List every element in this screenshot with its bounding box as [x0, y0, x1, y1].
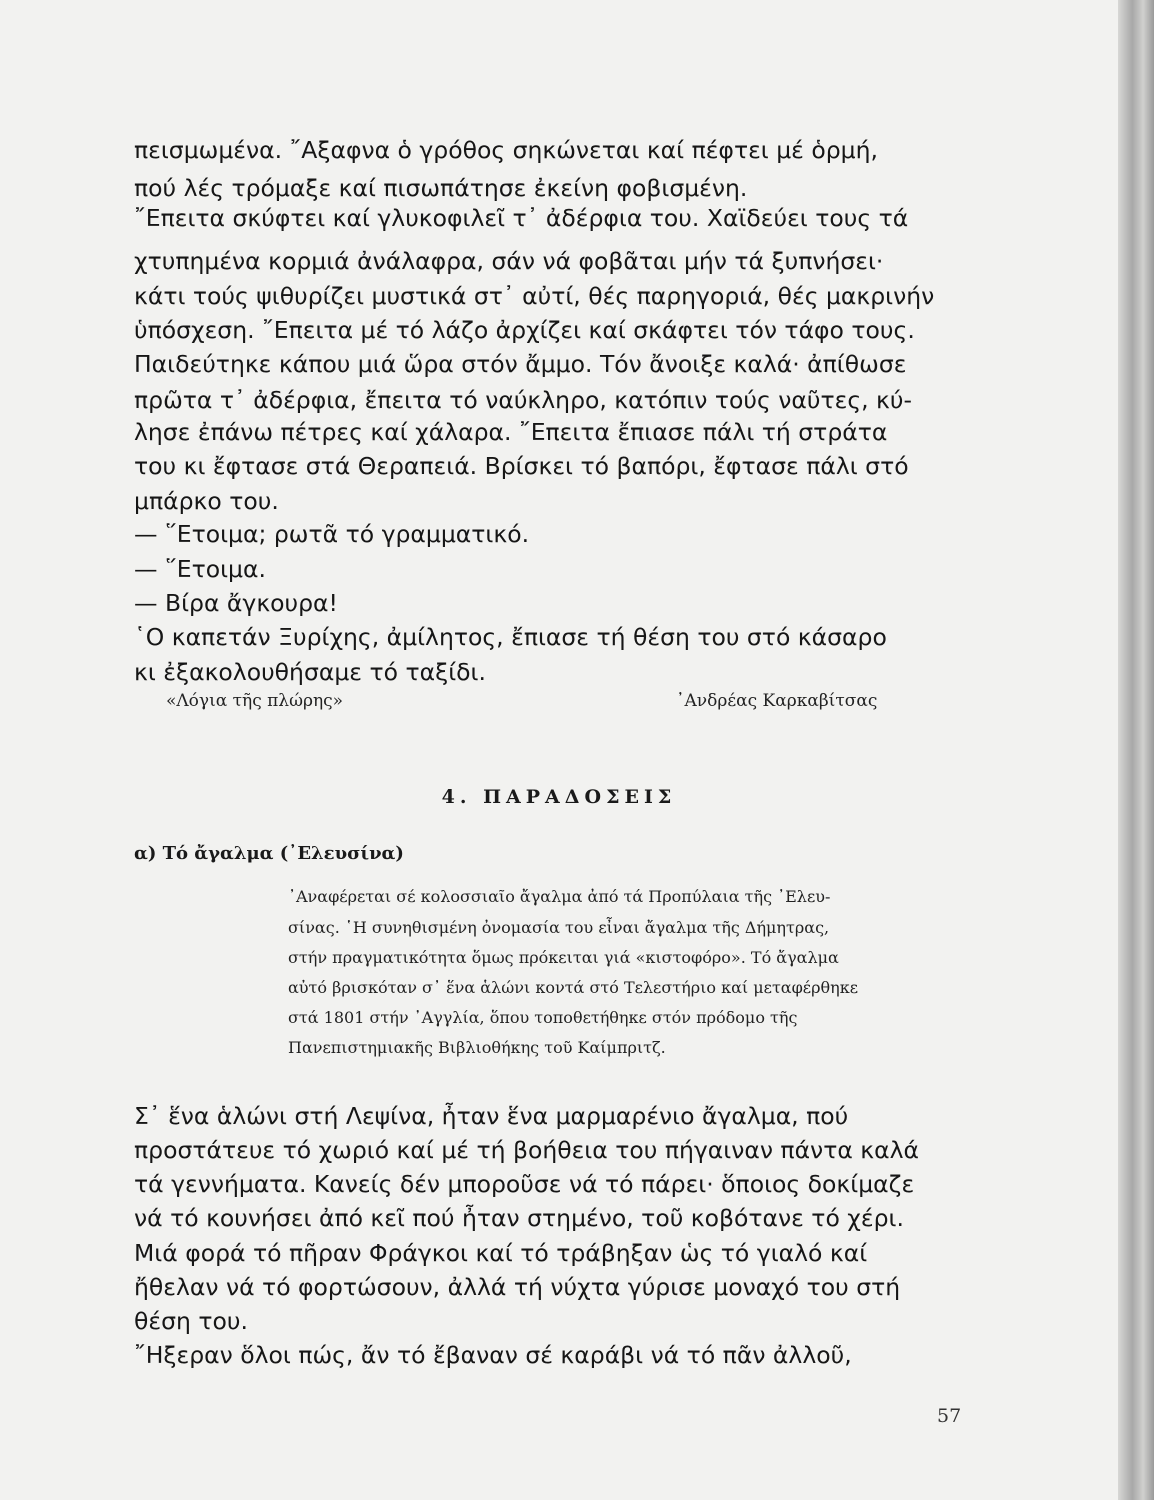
subsection-heading: α) Τό ἄγαλμα (᾽Ελευσίνα)	[134, 843, 404, 864]
note-line: σίνας. ῾Η συνηθισμένη ὀνομασία του εἶναι ἄγαλμα τῆς Δήμητρας,	[288, 918, 830, 937]
page-number: 57	[937, 1405, 962, 1427]
source-title: «Λόγια τῆς πλώρης»	[166, 691, 344, 711]
text-line: Παιδεύτηκε κάπου μιά ὥρα στόν ἄμμο. Τόν ἄνοιξε καλά· ἀπίθωσε	[134, 350, 907, 378]
note-line: στά 1801 στήν ᾽Αγγλία, ὅπου τοποθετήθηκε στόν πρόδομο τῆς	[288, 1008, 798, 1027]
text-line: τά γεννήματα. Κανείς δέν μποροῦσε νά τό πάρει· ὅποιος δοκίμαζε	[134, 1170, 915, 1198]
text-line: του κι ἔφτασε στά Θεραπειά. Βρίσκει τό βαπόρι, ἔφτασε πάλι στό	[134, 452, 909, 480]
text-line: χτυπημένα κορμιά ἀνάλαφρα, σάν νά φοβᾶται μήν τά ξυπνήσει·	[134, 247, 884, 275]
text-line: ῾Ο καπετάν Ξυρίχης, ἀμίλητος, ἔπιασε τή θέση του στό κάσαρο	[134, 623, 887, 651]
text-line: θέση του.	[134, 1307, 248, 1335]
dialogue-line: — ῞Ετοιμα; ρωτᾶ τό γραμματικό.	[134, 520, 530, 548]
text-line: πρῶτα τ᾽ ἀδέρφια, ἔπειτα τό ναύκληρο, κατόπιν τούς ναῦτες, κύ-	[134, 386, 912, 414]
text-line: λησε ἐπάνω πέτρες καί χάλαρα. ῎Επειτα ἔπιασε πάλι τή στράτα	[134, 418, 888, 446]
text-line: νά τό κουνήσει ἀπό κεῖ πού ἦταν στημένο, τοῦ κοβότανε τό χέρι.	[134, 1204, 904, 1232]
dialogue-line: — ῞Ετοιμα.	[134, 555, 266, 583]
text-line: μπάρκο του.	[134, 487, 279, 515]
text-line: ῎Επειτα σκύφτει καί γλυκοφιλεῖ τ᾽ ἀδέρφια του. Χαϊδεύει τους τά	[134, 204, 909, 232]
section-heading: 4. ΠΑΡΑΔΟΣΕΙΣ	[441, 786, 677, 808]
text-line: κι ἐξακολουθήσαμε τό ταξίδι.	[134, 658, 486, 686]
page-edge	[1118, 0, 1154, 1500]
text-line: πού λές τρόμαξε καί πισωπάτησε ἐκείνη φοβισμένη.	[134, 174, 748, 202]
author-name: ᾽Ανδρέας Καρκαβίτσας	[676, 691, 878, 711]
text-line: πεισμωμένα. ῎Αξαφνα ὁ γρόθος σηκώνεται καί πέφτει μέ ὁρμή,	[134, 136, 878, 164]
note-line: στήν πραγματικότητα ὅμως πρόκειται γιά «κιστοφόρο». Τό ἄγαλμα	[288, 948, 839, 967]
text-line: προστάτευε τό χωριό καί μέ τή βοήθεια του πήγαιναν πάντα καλά	[134, 1136, 920, 1164]
note-line: ᾽Αναφέρεται σέ κολοσσιαῖο ἄγαλμα ἀπό τά Προπύλαια τῆς ᾽Ελευ-	[288, 887, 831, 906]
text-line: κάτι τούς ψιθυρίζει μυστικά στ᾽ αὐτί, θές παρηγοριά, θές μακρινήν	[134, 282, 935, 310]
text-line: ὑπόσχεση. ῎Επειτα μέ τό λάζο ἀρχίζει καί σκάφτει τόν τάφο τους.	[134, 316, 915, 344]
dialogue-line: — Βίρα ἄγκουρα!	[134, 589, 338, 617]
text-line: Σ᾽ ἕνα ἁλώνι στή Λεψίνα, ἦταν ἕνα μαρμαρένιο ἄγαλμα, πού	[134, 1102, 849, 1130]
text-line: ἤθελαν νά τό φορτώσουν, ἀλλά τή νύχτα γύρισε μοναχό του στή	[134, 1273, 901, 1301]
note-line: Πανεπιστημιακῆς Βιβλιοθήκης τοῦ Καίμπριτζ.	[288, 1038, 666, 1057]
note-line: αὐτό βρισκόταν σ᾽ ἕνα ἁλώνι κοντά στό Τελεστήριο καί μεταφέρθηκε	[288, 978, 858, 997]
text-line: ῎Ηξεραν ὅλοι πώς, ἄν τό ἔβαναν σέ καράβι νά τό πᾶν ἀλλοῦ,	[134, 1341, 852, 1369]
text-line: Μιά φορά τό πῆραν Φράγκοι καί τό τράβηξαν ὡς τό γιαλό καί	[134, 1239, 868, 1267]
